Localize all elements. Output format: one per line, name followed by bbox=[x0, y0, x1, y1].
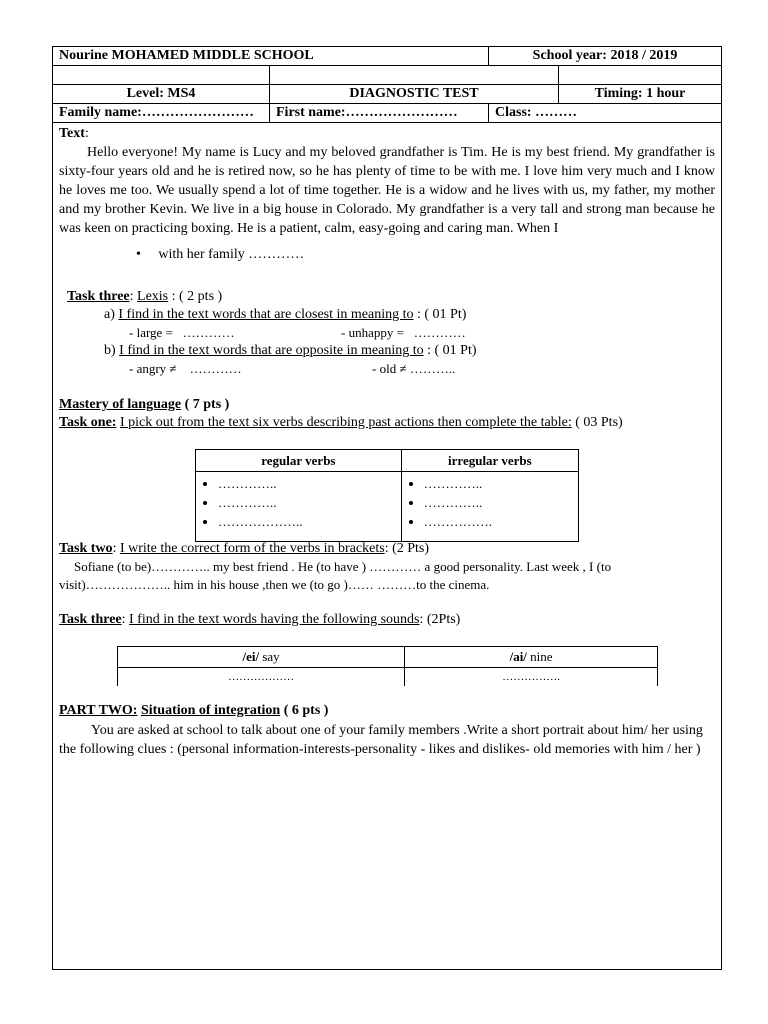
regular-verbs-header: regular verbs bbox=[196, 450, 402, 472]
list-item: • ………….. bbox=[218, 474, 391, 493]
sound-ai-cell[interactable]: ……………. bbox=[405, 668, 658, 687]
irregular-verbs-header: irregular verbs bbox=[401, 450, 578, 472]
sound-ai-header: /ai/ nine bbox=[405, 647, 658, 668]
task-three-instruction: Task three: I find in the text words having the following sounds: (2Pts) bbox=[59, 612, 461, 627]
sound-ei-header: /ei/ say bbox=[118, 647, 405, 668]
mastery-heading: Mastery of language ( 7 pts ) bbox=[59, 397, 230, 412]
reading-text: Text: Hello everyone! My name is Lucy and my beloved grandfather is Tim. He is my best friend. My grandfather is sixty-four years old and he is retired now, so he has plenty of time to be with me. I love him very much and I know he loves me too. We usually spend a lot of time together. He is a widow and he lives with us, my father, my mother and my brother Kevin. We live in a big house in Colorado. My grandfather is a very tall and strong man because he was keen on practicing boxing. He is a patient, calm, easy-going and caring man. When I bbox=[59, 126, 715, 236]
list-item: • ……………….. bbox=[218, 512, 391, 531]
first-name-field[interactable]: First name:…………………… bbox=[270, 104, 489, 123]
lexis-b-item1: - angry ≠ ………… bbox=[129, 361, 242, 376]
lexis-a-item1: - large = ………… bbox=[129, 325, 235, 340]
lexis-b-item2: - old ≠ ……….. bbox=[372, 361, 456, 376]
part-two-heading: PART TWO: Situation of integration ( 6 pts ) bbox=[59, 703, 329, 718]
list-item: • ………….. bbox=[424, 474, 568, 493]
list-item: • ………….. bbox=[218, 493, 391, 512]
part-two-paragraph: You are asked at school to talk about one of your family members .Write a short portrait about him/ her using the following clues : (personal information-interests-personality - likes and dislikes- old memories with him / her ) bbox=[59, 723, 703, 757]
school-year: School year: 2018 / 2019 bbox=[489, 47, 722, 66]
lexis-heading: Task three: Lexis : ( 2 pts ) bbox=[67, 289, 223, 304]
task-two-line2: visit)……………….. him in his house ,then we (to go )…… ………to the cinema. bbox=[59, 577, 490, 592]
irregular-verbs-cell[interactable] bbox=[401, 472, 578, 542]
text-paragraph: Hello everyone! My name is Lucy and my beloved grandfather is Tim. He is my best friend. My grandfather is sixty-four years old and he is retired now, so he has plenty of time to be with me. I love him very much and I know he loves me too. We usually spend a lot of time together. He is a widow and he lives with us, my father, my mother and my brother Kevin. We live in a big house in Colorado. My grandfather is a very tall and strong man because he was keen on practicing boxing. He is a patient, calm, easy-going and caring man. When I bbox=[59, 145, 715, 236]
timing: Timing: 1 hour bbox=[559, 85, 722, 104]
test-title: DIAGNOSTIC TEST bbox=[270, 85, 559, 104]
header-table bbox=[52, 46, 722, 123]
task-two-line1: Sofiane (to be)………….. my best friend . He (to have ) ………… a good personality. Last week , I (to bbox=[74, 559, 612, 574]
verbs-table bbox=[195, 449, 579, 542]
class-field[interactable]: Class: ……… bbox=[489, 104, 722, 123]
regular-verbs-cell[interactable] bbox=[196, 472, 402, 542]
text-label: Text bbox=[59, 126, 85, 141]
school-name: Nourine MOHAMED MIDDLE SCHOOL bbox=[53, 47, 489, 66]
task-two-instruction: Task two: I write the correct form of the verbs in brackets: (2 Pts) bbox=[59, 541, 430, 556]
lexis-a-item2: - unhappy = ………… bbox=[341, 325, 466, 340]
text-bullet: • with her family ………… bbox=[136, 247, 305, 262]
list-item: • ……………. bbox=[424, 512, 568, 531]
level: Level: MS4 bbox=[53, 85, 270, 104]
task-one-instruction: Task one: I pick out from the text six verbs describing past actions then complete the table: ( 03 Pts) bbox=[59, 415, 623, 430]
lexis-a: a) I find in the text words that are closest in meaning to : ( 01 Pt) bbox=[104, 307, 467, 322]
family-name-field[interactable]: Family name:…………………… bbox=[53, 104, 270, 123]
sound-ei-cell[interactable]: ……………… bbox=[118, 668, 405, 687]
lexis-b: b) I find in the text words that are opposite in meaning to : ( 01 Pt) bbox=[104, 343, 477, 358]
list-item: • ………….. bbox=[424, 493, 568, 512]
sounds-table bbox=[117, 646, 658, 686]
